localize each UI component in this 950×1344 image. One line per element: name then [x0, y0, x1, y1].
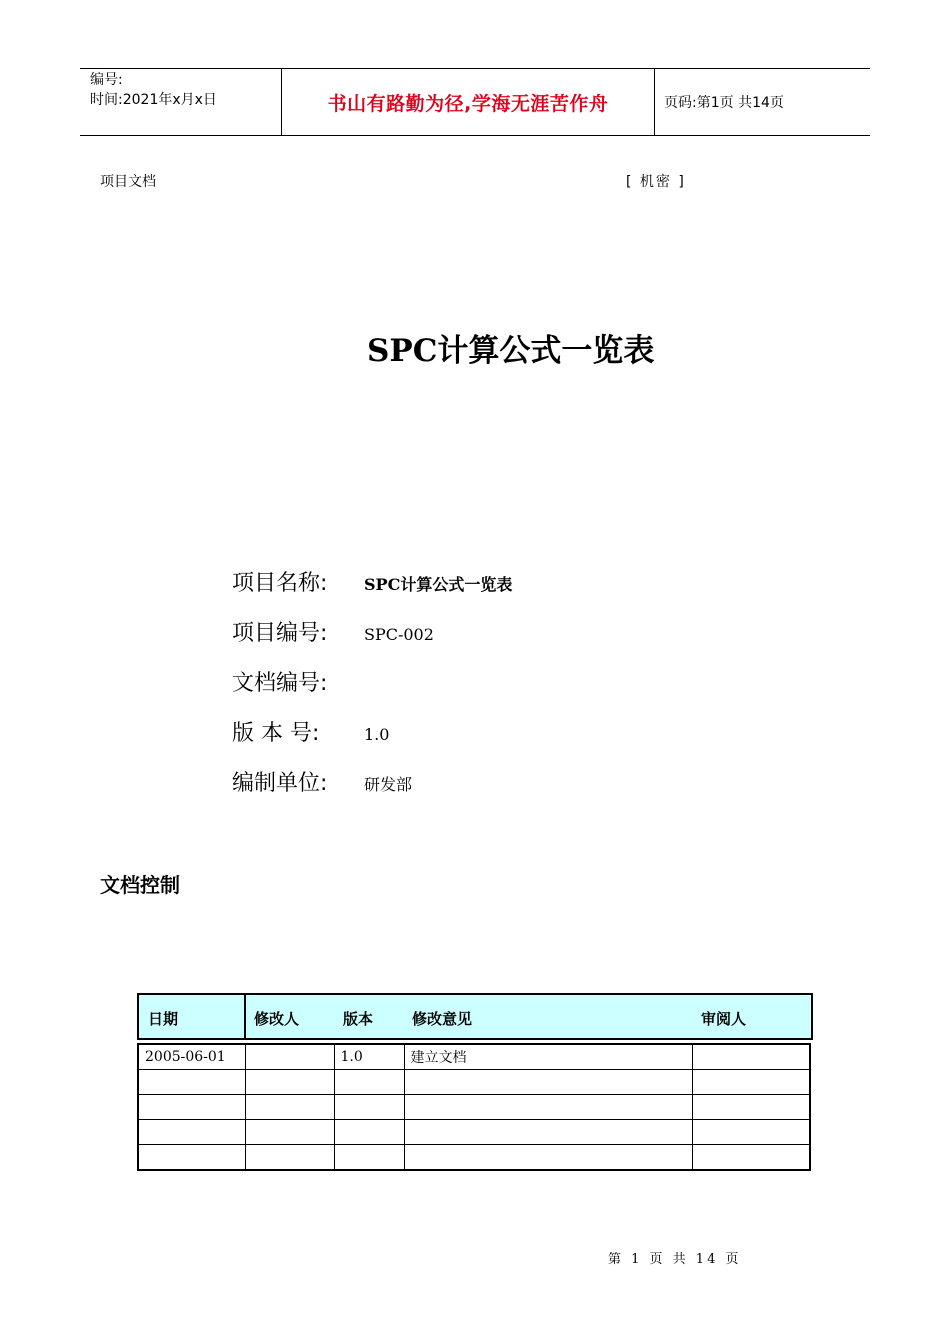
info-value: SPC-002: [364, 625, 434, 644]
table-row: [138, 1145, 810, 1171]
cell-reviewer: [692, 1145, 810, 1171]
cell-version: 1.0: [334, 1044, 404, 1070]
header-divider-right: [654, 68, 655, 136]
cell-version: [334, 1095, 404, 1120]
cell-date: [138, 1095, 245, 1120]
doc-category: 项目文档: [100, 174, 156, 190]
page-footer: 第 1 页 共 14 页: [608, 1252, 742, 1267]
info-label: 版 本 号:: [232, 721, 320, 746]
table-row: [138, 1095, 810, 1120]
info-row-version: [232, 716, 389, 746]
info-row-project-number: [232, 616, 434, 646]
col-header-date: 日期: [148, 1010, 179, 1028]
cell-date: [138, 1070, 245, 1095]
cell-modifier: [245, 1120, 334, 1145]
cell-reviewer: [692, 1120, 810, 1145]
info-value: SPC计算公式一览表: [364, 575, 513, 594]
cell-modifier: [245, 1145, 334, 1171]
cell-modifier: [245, 1044, 334, 1070]
cell-version: [334, 1070, 404, 1095]
col-header-reviewer: 审阅人: [701, 1010, 747, 1028]
col-header-comment: 修改意见: [412, 1010, 473, 1028]
document-title: SPC计算公式一览表: [367, 333, 655, 369]
confidential-mark: [ 机密 ]: [626, 174, 686, 190]
cell-comment: [404, 1145, 692, 1171]
control-table-header: [137, 993, 813, 1040]
info-row-department: [232, 766, 412, 796]
time-label: 时间:2021年x月x日: [90, 92, 217, 108]
section-title-doc-control: 文档控制: [100, 873, 180, 897]
cell-date: [138, 1120, 245, 1145]
info-label: 项目编号:: [232, 621, 328, 646]
info-row-doc-number: [232, 666, 364, 696]
control-table: [137, 1043, 811, 1171]
col-header-version: 版本: [343, 1010, 374, 1028]
info-label: 编制单位:: [232, 771, 328, 796]
cell-version: [334, 1120, 404, 1145]
info-value: 1.0: [364, 725, 390, 744]
cell-version: [334, 1145, 404, 1171]
header-page-info: 页码:第1页 共14页: [664, 95, 784, 111]
header-divider: [244, 995, 246, 1038]
table-row: [138, 1120, 810, 1145]
cell-modifier: [245, 1070, 334, 1095]
cell-comment: [404, 1095, 692, 1120]
cell-date: 2005-06-01: [138, 1044, 245, 1070]
info-label: 项目名称:: [232, 571, 328, 596]
header-motto: 书山有路勤为径,学海无涯苦作舟: [327, 92, 609, 115]
cell-reviewer: [692, 1095, 810, 1120]
table-row: [138, 1070, 810, 1095]
serial-label: 编号:: [90, 72, 123, 88]
header-meta: [90, 70, 217, 110]
info-label: 文档编号:: [232, 671, 328, 696]
cell-comment: 建立文档: [404, 1044, 692, 1070]
cell-reviewer: [692, 1044, 810, 1070]
cell-date: [138, 1145, 245, 1171]
info-row-project-name: [232, 566, 512, 596]
col-header-modifier: 修改人: [254, 1010, 300, 1028]
cell-comment: [404, 1070, 692, 1095]
cell-comment: [404, 1120, 692, 1145]
cell-reviewer: [692, 1070, 810, 1095]
info-value: 研发部: [364, 775, 413, 794]
cell-modifier: [245, 1095, 334, 1120]
table-row: [138, 1044, 810, 1070]
